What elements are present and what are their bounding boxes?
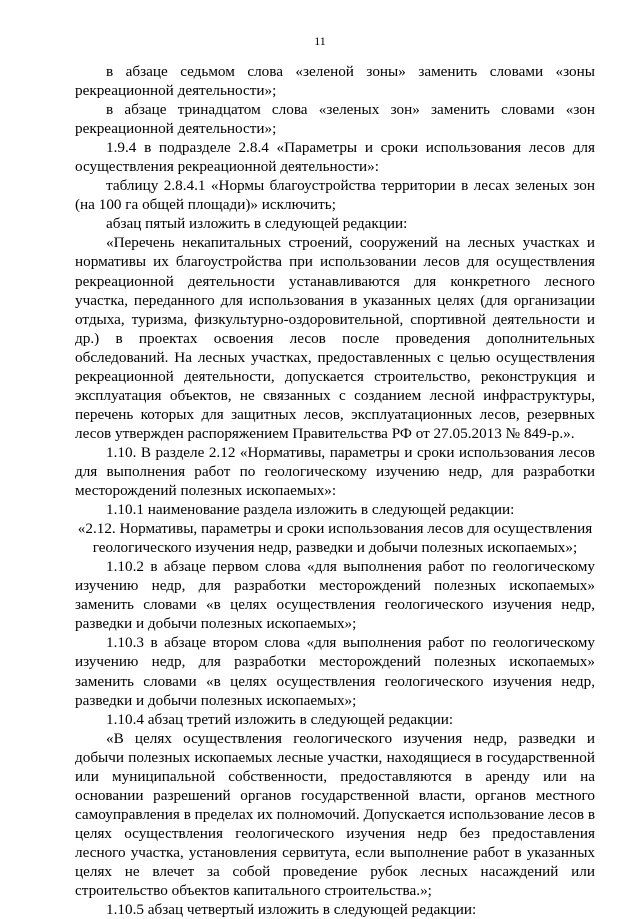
paragraph-section-title: «2.12. Нормативы, параметры и сроки использования лесов для осуществления геологического изучения недр, разведки и добычи полезных ископаемых»; (77, 520, 593, 557)
paragraph-1-10-3: 1.10.3 в абзаце втором слова «для выполнения работ по геологическому изучению недр, для разработки месторождений полезных ископаемых» заменить словами «в целях осуществления геологического изучения недр, разведки и добычи полезных ископаемых»; (75, 634, 595, 709)
paragraph-fifth-text: «Перечень некапитальных строений, сооружений на лесных участках и нормативы их благоустройства при использовании лесов для осуществления рекреационной деятельности устанавливаются для конкретного лесного участка, переданного для использования в указанных целях (для организации отдыха, туризма, физкультурно-оздоровительной, спортивной деятельности и др.) в проектах освоения лесов после проведения дополнительных обследований. На лесных участках, предоставленных с целью осуществления рекреационной деятельности, допускается строительство, реконструкция и эксплуатация объектов, не связанных с созданием лесной инфраструктуры, перечень которых для защитных лесов, эксплуатационных лесов, резервных лесов утвержден распоряжением Правительства РФ от 27.05.2013 № 849-р.». (75, 234, 595, 442)
paragraph-table-2-8-4-1: таблицу 2.8.4.1 «Нормы благоустройства территории в лесах зеленых зон (на 100 га общей площади)» исключить; (75, 177, 595, 214)
paragraph-1-9-4: 1.9.4 в подразделе 2.8.4 «Параметры и сроки использования лесов для осуществления рекреационной деятельности»: (75, 139, 595, 176)
paragraph-1-10-5: 1.10.5 абзац четвертый изложить в следующей редакции: (106, 901, 477, 919)
paragraph-1-10-2: 1.10.2 в абзаце первом слова «для выполнения работ по геологическому изучению недр, для разработки месторождений полезных ископаемых» заменить словами «в целях осуществления геологического изучения недр, разведки и добычи полезных ископаемых»; (75, 558, 595, 633)
page-number: 11 (314, 34, 326, 48)
paragraph-fifth-intro: абзац пятый изложить в следующей редакции: (106, 215, 408, 233)
paragraph-1-10-4: 1.10.4 абзац третий изложить в следующей редакции: (106, 710, 454, 728)
paragraph-1-10-1: 1.10.1 наименование раздела изложить в следующей редакции: (106, 501, 515, 519)
paragraph-green-zone-7: в абзаце седьмом слова «зеленой зоны» заменить словами «зоны рекреационной деятельности»; (75, 63, 595, 100)
paragraph-third-text: «В целях осуществления геологического изучения недр, разведки и добычи полезных ископаемых лесные участки, находящиеся в государственной или муниципальной собственности, предоставляются в аренду или на основании разрешений органов государственной власти, органов местного самоуправления в пределах их полномочий. Допускается использование лесов в целях осуществления геологического изучения недр без предоставления лесного участка, установления сервитута, если выполнение работ в указанных целях не влечет за собой проведение рубок лесных насаждений или строительство объектов капитального строительства.»; (75, 729, 595, 900)
paragraph-1-10: 1.10. В разделе 2.12 «Нормативы, параметры и сроки использования лесов для выполнения работ по геологическому изучению недр, для разработки месторождений полезных ископаемых»: (75, 443, 595, 500)
paragraph-green-zones-13: в абзаце тринадцатом слова «зеленых зон» заменить словами «зон рекреационной деятельности»; (75, 101, 595, 138)
document-body (75, 62, 595, 919)
